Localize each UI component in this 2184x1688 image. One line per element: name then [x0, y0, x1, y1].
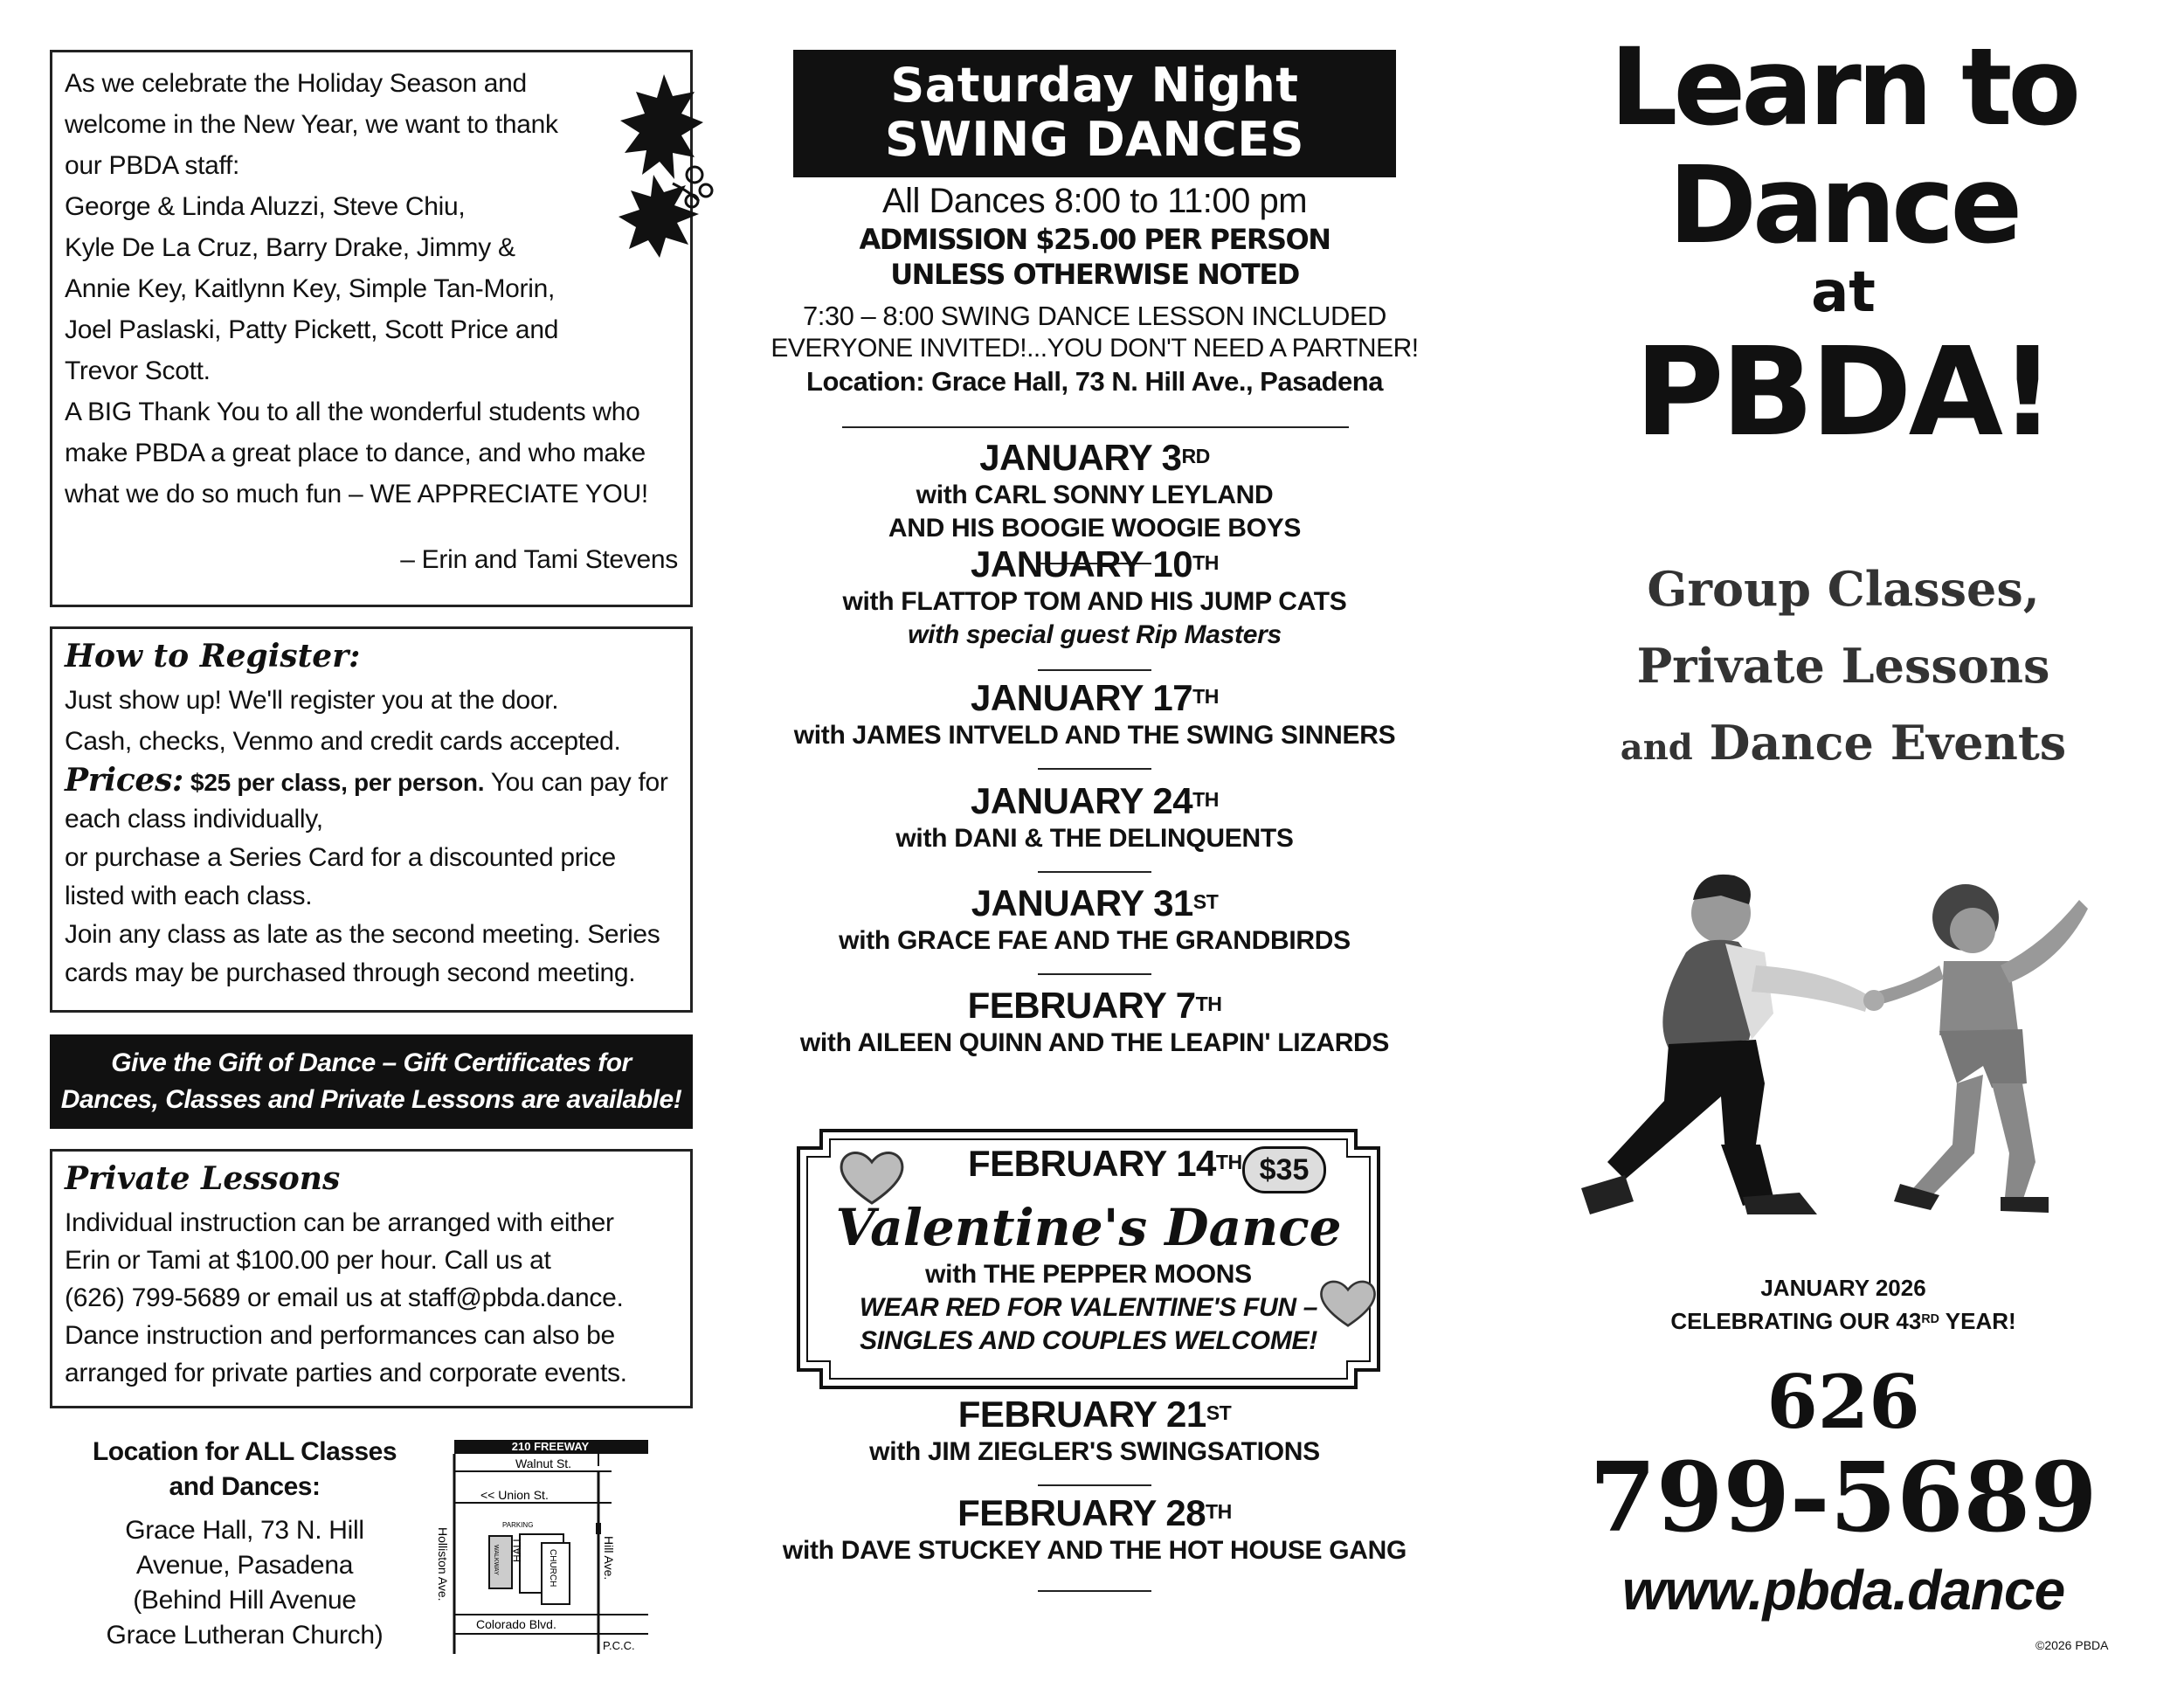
cover-sub-2: Private Lessons — [1636, 638, 2050, 694]
map-union-label: << Union St. — [480, 1488, 549, 1502]
valentine-note-2: SINGLES AND COUPLES WELCOME! — [860, 1326, 1317, 1355]
dancers-illustration — [1546, 865, 2158, 1258]
gift-banner — [50, 1034, 693, 1129]
cover-title-2: Dance — [1668, 143, 2019, 267]
valentine-date-text: FEBRUARY 14 — [968, 1143, 1216, 1184]
prices-line — [65, 760, 668, 803]
thanks-line: welcome in the New Year, we want to thank — [65, 110, 558, 139]
map-hall-label: HALL — [511, 1535, 523, 1562]
swing-divider — [842, 426, 1349, 428]
cover-phone-area: 626 — [1766, 1359, 1920, 1445]
dance-listing — [769, 543, 1420, 652]
prices-amount: $25 per class, per person. — [190, 769, 485, 796]
cover-issue — [1538, 1271, 2149, 1338]
map-church-label: CHURCH — [548, 1549, 557, 1588]
dance-date — [769, 543, 1420, 585]
dance-date-suffix: ST — [1192, 890, 1219, 913]
dance-date-suffix: TH — [1192, 788, 1219, 811]
map-colorado-label: Colorado Blvd. — [476, 1617, 556, 1631]
register-heading: How to Register: — [65, 638, 361, 675]
register-line: listed with each class. — [65, 882, 313, 910]
dance-divider — [1038, 973, 1151, 975]
dance-date — [769, 882, 1420, 924]
map-parking-label: PARKING — [502, 1521, 534, 1529]
dance-date-text: JANUARY 31 — [971, 882, 1193, 924]
thanks-box — [50, 50, 693, 607]
location-line: Avenue, Pasadena — [135, 1551, 354, 1580]
thanks-line: George & Linda Aluzzi, Steve Chiu, — [65, 192, 466, 221]
dance-date-suffix: TH — [1206, 1500, 1232, 1523]
cover-title-3: at — [1811, 260, 1876, 325]
thanks-line: Kyle De La Cruz, Barry Drake, Jimmy & — [65, 233, 515, 262]
map-walkway-label: WALKWAY — [493, 1545, 499, 1575]
dance-date-text: FEBRUARY 28 — [957, 1492, 1206, 1533]
register-line: cards may be purchased through second meeting. — [65, 958, 636, 987]
dance-divider — [1038, 1590, 1151, 1592]
valentine-price-badge — [1242, 1146, 1326, 1193]
valentine-date-suffix: TH — [1215, 1151, 1242, 1173]
register-line: Join any class as late as the second meeting. Series — [65, 920, 660, 949]
dance-date — [769, 1492, 1420, 1534]
dance-date-suffix: TH — [1192, 551, 1219, 574]
thanks-line: As we celebrate the Holiday Season and — [65, 69, 527, 98]
thanks-text — [65, 63, 659, 515]
swing-admission-1: ADMISSION $25.00 PER PERSON — [859, 223, 1330, 256]
dance-date-suffix: ST — [1206, 1401, 1232, 1424]
map-hill-label: Hill Ave. — [602, 1536, 616, 1581]
valentine-box — [795, 1127, 1382, 1391]
thanks-line: Annie Key, Kaitlynn Key, Simple Tan-Morin, — [65, 274, 556, 303]
dance-listing — [769, 1492, 1420, 1567]
cover-sub-3-and: and — [1620, 727, 1693, 768]
private-line: Individual instruction can be arranged with either — [65, 1208, 614, 1237]
cover-sub-3: Dance Events — [1709, 715, 2067, 771]
location-map — [419, 1440, 655, 1658]
private-line: Dance instruction and performances can also be — [65, 1321, 615, 1350]
location-line: Grace Hall, 73 N. Hill — [125, 1516, 364, 1545]
dance-date-text: FEBRUARY 21 — [957, 1394, 1206, 1435]
map-freeway-label: 210 FREEWAY — [511, 1440, 590, 1453]
swing-lesson: 7:30 – 8:00 SWING DANCE LESSON INCLUDED — [803, 301, 1386, 331]
valentine-note-1: WEAR RED FOR VALENTINE'S FUN – — [859, 1293, 1318, 1322]
valentine-details — [795, 1258, 1382, 1358]
thanks-line: A BIG Thank You to all the wonderful students who — [65, 398, 640, 426]
dance-date — [769, 780, 1420, 822]
thanks-line: make PBDA a great place to dance, and who make — [65, 439, 646, 467]
dance-listing — [769, 985, 1420, 1060]
swing-title-2: SWING DANCES — [884, 112, 1305, 167]
cover-phone — [1538, 1359, 2149, 1553]
dance-listing — [769, 882, 1420, 958]
location-block — [79, 1435, 411, 1653]
swing-time: All Dances 8:00 to 11:00 pm — [881, 182, 1308, 220]
location-line: Grace Lutheran Church) — [106, 1621, 384, 1650]
dance-date — [769, 677, 1420, 719]
swing-location: Location: Grace Hall, 73 N. Hill Ave., Pasadena — [806, 366, 1383, 397]
dance-band: with JIM ZIEGLER'S SWINGSATIONS — [869, 1437, 1320, 1466]
dance-divider — [1038, 768, 1151, 770]
cover-issue-date: JANUARY 2026 — [1760, 1275, 1926, 1301]
thanks-line: Joel Paslaski, Patty Pickett, Scott Price and — [65, 315, 559, 344]
prices-label: Prices: — [65, 762, 183, 799]
dance-date-text: JANUARY 17 — [971, 677, 1193, 718]
dance-band: with CARL SONNY LEYLAND — [916, 481, 1274, 509]
cover-title — [1538, 26, 2149, 463]
dance-divider — [1038, 871, 1151, 873]
register-details — [65, 800, 660, 993]
valentine-date — [968, 1143, 1242, 1185]
swing-title-1: Saturday Night — [890, 58, 1299, 113]
dance-listing — [769, 677, 1420, 752]
dance-divider — [1038, 1484, 1151, 1486]
dance-date-text: FEBRUARY 7 — [967, 985, 1196, 1026]
register-line-2: Cash, checks, Venmo and credit cards accepted. — [65, 727, 621, 756]
dance-band: with GRACE FAE AND THE GRANDBIRDS — [839, 926, 1351, 955]
private-text — [65, 1204, 627, 1392]
thanks-signature: – Erin and Tami Stevens — [400, 545, 678, 574]
swing-admission-2: UNLESS OTHERWISE NOTED — [890, 258, 1299, 291]
cover-sub-1: Group Classes, — [1647, 561, 2040, 617]
dance-date-suffix: TH — [1192, 685, 1219, 708]
dance-band: with JAMES INTVELD AND THE SWING SINNERS — [793, 721, 1396, 750]
map-walnut-label: Walnut St. — [515, 1456, 572, 1470]
location-heading-1: Location for ALL Classes — [92, 1437, 397, 1466]
private-lessons-box — [50, 1149, 693, 1408]
private-heading: Private Lessons — [65, 1160, 341, 1197]
dance-date-suffix: TH — [1195, 993, 1222, 1015]
dance-date — [769, 437, 1420, 479]
cover-title-1: Learn to — [1609, 25, 2077, 149]
prices-rest: You can pay for — [484, 768, 668, 797]
register-line: or purchase a Series Card for a discounted price — [65, 843, 616, 872]
cover-phone-number: 799-5689 — [1589, 1441, 2098, 1553]
cover-anniversary-text: CELEBRATING OUR 43 — [1670, 1308, 1922, 1334]
private-line: (626) 799-5689 or email us at staff@pbda.dance. — [65, 1283, 624, 1312]
cover-anniversary-end: YEAR! — [1939, 1308, 2016, 1334]
dance-band-extra: AND HIS BOOGIE WOOGIE BOYS — [888, 514, 1302, 543]
dance-listing — [769, 437, 1420, 545]
thanks-line: Trevor Scott. — [65, 356, 211, 385]
dance-date-text: JANUARY 3 — [979, 437, 1182, 478]
cover-title-4: PBDA! — [1635, 322, 2052, 464]
map-pcc-label: P.C.C. — [603, 1639, 635, 1652]
private-line: arranged for private parties and corporate events. — [65, 1359, 627, 1387]
swing-invite: EVERYONE INVITED!...YOU DON'T NEED A PARTNER! — [771, 334, 1419, 363]
register-line: each class individually, — [65, 805, 323, 834]
gift-line-1: Give the Gift of Dance – Gift Certificates for — [111, 1048, 632, 1077]
location-address — [79, 1513, 411, 1653]
register-box — [50, 626, 693, 1013]
cover-anniversary-suffix: RD — [1921, 1312, 1939, 1326]
dance-band: with AILEEN QUINN AND THE LEAPIN' LIZARDS — [799, 1028, 1390, 1057]
location-line: (Behind Hill Avenue — [133, 1586, 356, 1615]
dance-listing — [769, 780, 1420, 855]
swing-title-banner — [793, 50, 1396, 177]
dance-date-text: JANUARY 10 — [971, 543, 1193, 585]
thanks-line: what we do so much fun – WE APPRECIATE YOU! — [65, 480, 648, 508]
valentine-band: with THE PEPPER MOONS — [925, 1260, 1252, 1289]
dance-band: with DANI & THE DELINQUENTS — [895, 824, 1294, 853]
cover-copyright: ©2026 PBDA — [2035, 1638, 2109, 1652]
cover-anniversary — [1538, 1304, 2149, 1338]
dance-divider — [1038, 669, 1151, 671]
dance-band: with DAVE STUCKEY AND THE HOT HOUSE GANG — [782, 1536, 1407, 1565]
location-heading-2: and Dances: — [169, 1472, 321, 1501]
dance-band: with FLATTOP TOM AND HIS JUMP CATS — [842, 587, 1347, 616]
swing-info — [769, 179, 1420, 399]
cover-subtitle — [1538, 550, 2149, 786]
dance-band-extra: with special guest Rip Masters — [908, 620, 1282, 649]
dance-date — [769, 1394, 1420, 1435]
private-line: Erin or Tami at $100.00 per hour. Call us at — [65, 1246, 551, 1275]
dance-date — [769, 985, 1420, 1027]
dance-listing — [769, 1394, 1420, 1469]
dance-date-text: JANUARY 24 — [971, 780, 1193, 821]
register-line-1: Just show up! We'll register you at the door. — [65, 686, 559, 715]
cover-website[interactable]: www.pbda.dance — [1621, 1559, 2065, 1622]
valentine-price: $35 — [1259, 1153, 1310, 1186]
dance-date-suffix: RD — [1181, 445, 1210, 467]
valentine-title: Valentine's Dance — [835, 1198, 1342, 1257]
holly-icon — [612, 70, 716, 262]
map-holliston-label: Holliston Ave. — [436, 1527, 450, 1602]
thanks-line: our PBDA staff: — [65, 151, 240, 180]
gift-line-2: Dances, Classes and Private Lessons are available! — [60, 1085, 682, 1114]
